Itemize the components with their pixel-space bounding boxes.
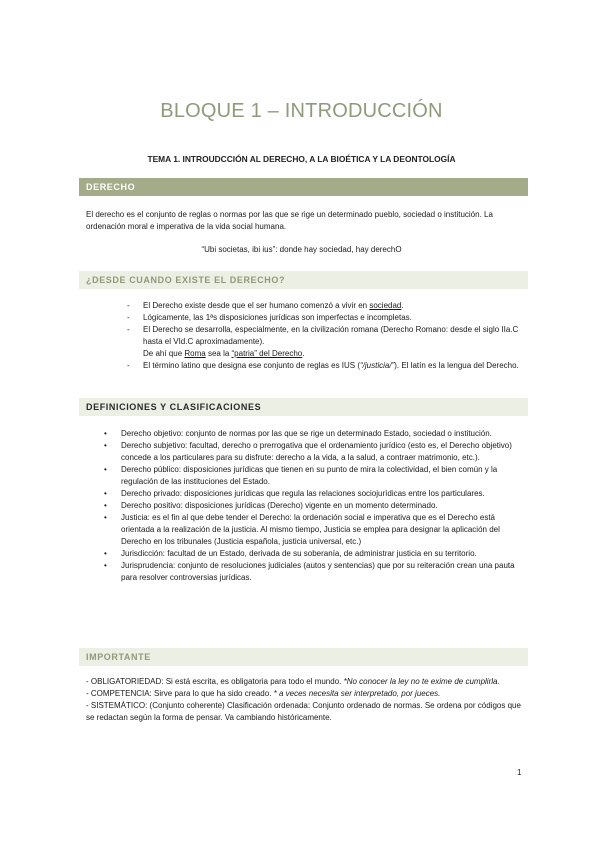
bullet-marker: • — [104, 465, 107, 474]
list-item: • Jurisprudencia: conjunto de resoluciones judiciales (autos y sentencias) que por su reiteración crean una pauta para resolver controversias jurídicas. — [104, 561, 515, 582]
list-item: - El Derecho existe desde que el ser humano comenzó a vivir en sociedad. — [127, 301, 404, 310]
derecho-definition: El derecho es el conjunto de reglas o normas por las que se rige un determinado pueblo, sociedad o institución. La ordenación moral e imperativa de la vida social humana. — [86, 210, 493, 231]
underlined-term: Roma — [184, 349, 206, 358]
dash-marker: - — [127, 361, 130, 370]
bullet-marker: • — [104, 489, 107, 498]
section-heading-definiciones: DEFINICIONES Y CLASIFICACIONES — [79, 398, 528, 416]
bullet-marker: • — [104, 501, 107, 510]
underlined-term: “patria” del Derecho — [231, 349, 303, 358]
bullet-marker: • — [104, 429, 107, 438]
importante-block — [86, 676, 522, 724]
list-item: • Jurisdicción: facultad de un Estado, derivada de su soberanía, de administrar justicia en su territorio. — [104, 549, 477, 558]
desde-list — [127, 300, 522, 372]
topic-subtitle: TEMA 1. INTROUDCCIÓN AL DERECHO, A LA BIOÉTICA Y LA DEONTOLOGÍA — [147, 154, 456, 164]
dash-marker: - — [127, 325, 130, 334]
list-item: • Derecho subjetivo: facultad, derecho o prerrogativa que el ordenamiento jurídico (esto es, el Derecho objetivo) concede a los particulares para su disfrute: derecho a la vida, a la salud, a contraer matrimonio, etc.). — [104, 441, 512, 462]
importante-line: - COMPETENCIA: Sirve para lo que ha sido creado. * a veces necesita ser interpretado, por jueces. — [86, 689, 441, 698]
list-item: • Derecho objetivo: conjunto de normas por las que se rige un determinado Estado, sociedad o institución. — [104, 429, 492, 438]
list-item: • Derecho público: disposiciones jurídicas que tienen en su punto de mira la colectividad, el bien común y la regulación de las instituciones del Estado. — [104, 465, 498, 486]
definiciones-list — [104, 428, 522, 584]
page-title: BLOQUE 1 – INTRODUCCIÓN — [160, 100, 443, 122]
list-item: • Derecho privado: disposiciones jurídicas que regula las relaciones sociojurídicas entre los particulares. — [104, 489, 485, 498]
page-number: 1 — [517, 768, 522, 777]
dash-marker: - — [127, 301, 130, 310]
bullet-marker: • — [104, 549, 107, 558]
list-item: - El Derecho se desarrolla, especialmente, en la civilización romana (Derecho Romano: desde el siglo IIa.C hasta el VId.C aproximadamente). De ahí que Roma sea la “patria” del Derecho. — [127, 325, 519, 358]
section-heading-desde: ¿DESDE CUANDO EXISTE EL DERECHO? — [79, 271, 528, 289]
derecho-quote: “Ubi societas, ibi ius”: donde hay sociedad, hay derechO — [201, 245, 402, 254]
section-heading-derecho: DERECHO — [79, 178, 528, 196]
bullet-marker: • — [104, 513, 107, 522]
underlined-term: sociedad — [369, 301, 402, 310]
list-item: • Justicia: es el fin al que debe tender el Derecho: la ordenación social e imperativa que es el Derecho está orientada a la realización de la justicia. Al mismo tiempo, Justicia se emplea para designar la aplicación del Derecho en los tribunales (Justicia española, justicia universal, etc.) — [104, 513, 500, 546]
importante-line: - SISTEMÁTICO: (Conjunto coherente) Clasificación ordenada: Conjunto ordenado de normas. Se ordena por códigos que se redactan según la forma de pensar. Va cambiando históricamente. — [86, 701, 521, 722]
list-item: - El término latino que designa ese conjunto de reglas es IUS (“/justicia/”). El latín es la lengua del Derecho. — [127, 361, 519, 370]
list-item: • Derecho positivo: disposiciones jurídicas (Derecho) vigente en un momento determinado. — [104, 501, 438, 510]
importante-line: - OBLIGATORIEDAD: Si está escrita, es obligatoria para todo el mundo. *No conocer la ley no te exime de cumplirla. — [86, 677, 500, 686]
dash-marker: - — [127, 313, 130, 322]
bullet-marker: • — [104, 561, 107, 570]
section-heading-importante: IMPORTANTE — [79, 648, 528, 666]
list-item: - Lógicamente, las 1ªs disposiciones jurídicas son imperfectas e incompletas. — [127, 313, 412, 322]
bullet-marker: • — [104, 441, 107, 450]
